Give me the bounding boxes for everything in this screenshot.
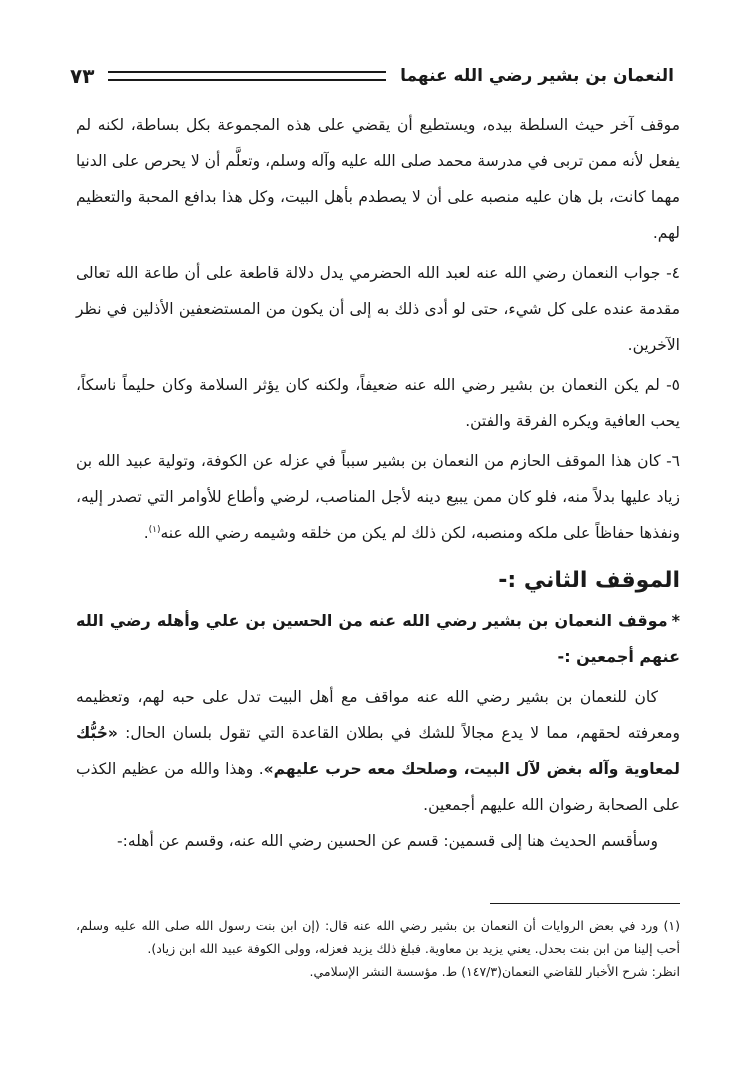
running-title: النعمان بن بشير رضي الله عنهما	[400, 66, 674, 86]
paragraph-point-6	[76, 443, 680, 551]
page-number: ٧٣	[70, 64, 95, 88]
paragraph-point-4: ٤- جواب النعمان رضي الله عنه لعبد الله الحضرمي يدل دلالة قاطعة على أن طاعة الله تعالى مقدمة عنده على كل شيء، حتى لو أدى ذلك به إلى أن يكون من المستضعفين الأذلين في نظر الآخرين.	[76, 264, 680, 354]
point-6-end: .	[143, 524, 149, 542]
footnotes	[76, 914, 680, 983]
page-header	[70, 62, 674, 90]
footnote-divider	[490, 903, 680, 904]
paragraph-point-5: ٥- لم يكن النعمان بن بشير رضي الله عنه ضعيفاً، ولكنه كان يؤثر السلامة وكان حليماً ناسكاً، يحب العافية ويكره الفرقة والفتن.	[76, 376, 680, 430]
sub-heading	[76, 603, 680, 675]
section-heading: الموقف الثاني :-	[498, 568, 680, 593]
intro-text-start: كان للنعمان بن بشير رضي الله عنه مواقف مع أهل البيت تدل على حبه لهم، وتعظيمه ومعرفته لحقهم، مما لا يدع مجالاً للشك في بطلان القاعدة التي تقول بلسان الحال:	[76, 688, 680, 742]
paragraph-1: موقف آخر حيث السلطة بيده، ويستطيع أن يقضي على هذه المجموعة بكل بساطة، لكنه لم يفعل لأنه ممن تربى في مدرسة محمد صلى الله عليه وآله وسلم، وتعلَّم أن لا يحرص على الدنيا مهما كانت، بل هان عليه منصبه على أن لا يصطدم بأهل البيت، وكل هذا بدافع المحبة والتعظيم لهم.	[76, 116, 680, 242]
footnote-1: (١) ورد في بعض الروايات أن النعمان بن بشير رضي الله عنه قال: (إن ابن بنت رسول الله صلى الله عليه وسلم، أحب إلينا من ابن بنت بحدل. يعني يزيد بن معاوية. فبلغ ذلك يزيد فعزله، وولى الكوفة عبيد الله ابن زياد).	[76, 918, 680, 956]
paragraph-intro	[76, 679, 680, 823]
sub-heading-text: موقف النعمان بن بشير رضي الله عنه من الحسين بن علي وأهله رضي الله عنهم أجمعين :-	[76, 611, 680, 666]
footnote-ref-1[interactable]: (١)	[148, 524, 161, 535]
header-double-rule	[108, 71, 386, 81]
intro-text-end: . وهذا والله من عظيم الكذب على الصحابة رضوان الله عليهم أجمعين.	[76, 760, 680, 814]
paragraph-division: وسأقسم الحديث هنا إلى قسمين: قسم عن الحسين رضي الله عنه، وقسم عن أهله:-	[117, 832, 658, 850]
star-bullet-icon: *	[671, 611, 680, 630]
footnote-source: انظر: شرح الأخبار للقاضي النعمان(١٤٧/٣) ط. مؤسسة النشر الإسلامي.	[309, 964, 680, 979]
point-6-text: ٦- كان هذا الموقف الحازم من النعمان بن بشير سبباً في عزله عن الكوفة، وتولية عبيد الله بن زياد عليها بدلاً منه، فلو كان ممن يبيع دينه لأجل المناصب، لرضي وأطاع للأوامر التي تصدر إليه، ونفذها حفاظاً على ملكه ومنصبه، لكن ذلك لم يكن من خلقه وشيمه رضي الله عنه	[76, 452, 680, 542]
intro-bold-quote: «حُبُّك لمعاوية وآله بغض لآل البيت، وصلحك معه حرب عليهم»	[76, 724, 680, 778]
main-text	[76, 107, 680, 859]
